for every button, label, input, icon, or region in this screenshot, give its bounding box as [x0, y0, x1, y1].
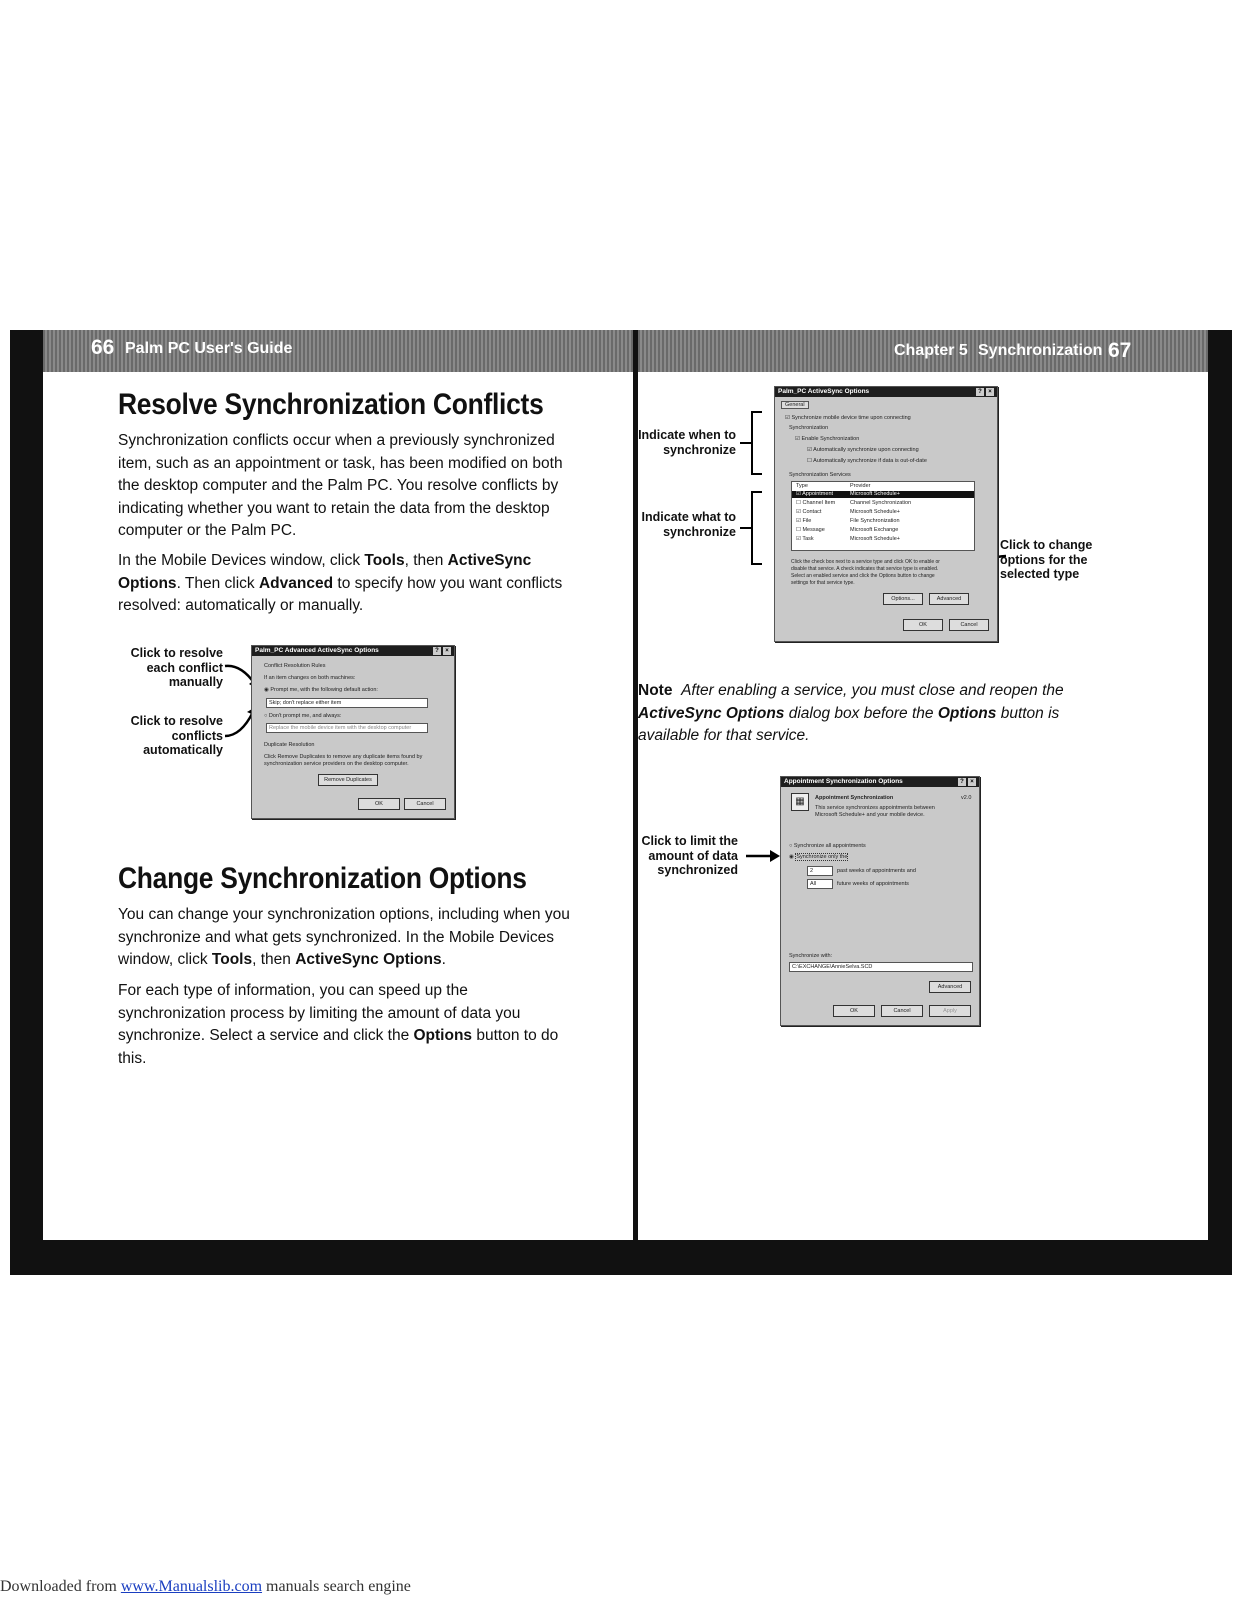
radio-dont-prompt[interactable]: ○ Don't prompt me, and always: — [264, 713, 342, 719]
dialog-titlebar — [781, 777, 979, 787]
service-type: Message — [802, 527, 825, 533]
activesync-options-dialog — [774, 386, 998, 642]
service-row-appointment[interactable]: ☑ Appointment — [796, 491, 834, 497]
dialog-title: Palm_PC ActiveSync Options — [778, 388, 870, 395]
check-label: Automatically synchronize upon connecting — [813, 447, 919, 453]
check-label: Enable Synchronization — [801, 436, 860, 442]
left-page — [43, 330, 633, 1240]
past-weeks-label: past weeks of appointments and — [837, 868, 916, 874]
close-button[interactable]: × — [443, 647, 451, 655]
dialog-titlebar — [252, 646, 454, 656]
service-row-contact[interactable]: ☑ Contact — [796, 509, 822, 515]
bold-run: Tools — [364, 552, 405, 569]
close-button[interactable]: × — [986, 388, 994, 396]
advanced-activesync-dialog — [251, 645, 455, 819]
text-run: For each type of information, you can speed up the synchronization process by limiting the amount of data you synchronize. Select a service and click the — [118, 982, 521, 1044]
radio-sync-only[interactable]: ◉ Synchronize only the — [789, 854, 848, 860]
default-action-select[interactable]: Skip; don't replace either item — [266, 698, 428, 708]
check-enable-sync[interactable]: ☑ Enable Synchronization — [795, 436, 860, 442]
dialog-titlebar — [775, 387, 997, 397]
bold-run: ActiveSync Options — [295, 951, 442, 968]
text-run: . Then click — [176, 574, 259, 592]
note-paragraph — [638, 680, 1104, 748]
text-run: In the Mobile Devices window, click — [118, 552, 365, 569]
service-row-message[interactable]: ☐ Message — [796, 527, 825, 533]
bold-run: ActiveSync Options — [638, 704, 785, 722]
check-sync-time[interactable]: ☑ Synchronize mobile device time upon connecting — [785, 415, 911, 421]
radio-label: Prompt me, with the following default action: — [270, 687, 378, 693]
bold-run: Options — [937, 704, 997, 722]
text-run: to specify how you want conflicts resolved: automatically or manually. — [118, 574, 563, 614]
appointment-sync-dialog — [780, 776, 980, 1026]
manualslib-link[interactable]: www.Manualslib.com — [120, 1578, 263, 1595]
dialog-title: Palm_PC Advanced ActiveSync Options — [255, 647, 379, 654]
always-action-select[interactable]: Replace the mobile device item with the desktop computer — [266, 723, 428, 733]
text-run: After enabling a service, you must close and reopen the — [681, 682, 1064, 699]
bold-run: ActiveSync Options — [118, 552, 532, 592]
right-running-title: Synchronization — [978, 342, 1103, 359]
ok-button[interactable]: OK — [358, 798, 400, 810]
callout-resolve-automatically: Click to resolve conflicts automatically — [130, 714, 223, 757]
text-run: You can change your synchronization options, including when you synchronize and what gets synchronized. In the Mobile Devices window, click — [118, 906, 570, 968]
right-running-header — [638, 330, 1208, 372]
future-weeks-label: future weeks of appointments — [837, 881, 909, 887]
check-label: Automatically synchronize if data is out-of-date — [813, 458, 927, 464]
radio-sync-all[interactable]: ○ Synchronize all appointments — [789, 843, 866, 849]
services-list[interactable] — [791, 481, 975, 551]
calendar-icon: ▦ — [791, 793, 809, 811]
footer-suffix: manuals search engine — [262, 1578, 411, 1595]
ok-button[interactable]: OK — [903, 619, 943, 631]
dialog-title: Appointment Synchronization Options — [784, 778, 903, 785]
service-provider: Microsoft Schedule+ — [850, 509, 900, 515]
col-provider-header: Provider — [850, 483, 871, 489]
service-row-task[interactable]: ☑ Task — [796, 536, 814, 542]
sync-with-path[interactable]: C:\EXCHANGE\AnnieSelva.SCD — [789, 962, 973, 972]
cancel-button[interactable]: Cancel — [881, 1005, 923, 1017]
apply-button[interactable]: Apply — [929, 1005, 971, 1017]
advanced-button[interactable]: Advanced — [929, 981, 971, 993]
description-line-2: Microsoft Schedule+ and your mobile device. — [815, 812, 925, 818]
service-type: Task — [802, 536, 814, 542]
help-text-2: disable that service. A check indicates that service type is enabled. — [791, 566, 939, 572]
resolve-paragraph-2 — [118, 550, 576, 618]
text-run: , then — [404, 552, 448, 569]
tab-general[interactable]: General — [781, 401, 809, 409]
service-row-file[interactable]: ☑ File — [796, 518, 812, 524]
resolve-paragraph-1: Synchronization conflicts occur when a previously synchronized item, such as an appointment or task, has been modified on both the desktop computer and the Palm PC. You resolve conflicts by indicating whether you want to retain the data from the desktop computer or the Palm PC. — [118, 432, 563, 539]
text-run: button is available for that service. — [638, 704, 1060, 744]
chapter-label: Chapter 5 — [894, 342, 968, 359]
version-label: v2.0 — [961, 795, 972, 801]
help-button[interactable]: ? — [958, 778, 966, 786]
service-provider: File Synchronization — [850, 518, 900, 524]
options-button[interactable]: Options... — [883, 593, 923, 605]
left-running-header — [43, 330, 633, 372]
check-label: Synchronize mobile device time upon connecting — [791, 415, 911, 421]
figure2-brackets — [738, 408, 768, 568]
left-page-number: 66 — [91, 336, 115, 359]
service-provider: Microsoft Schedule+ — [850, 491, 900, 497]
right-page — [638, 330, 1208, 1240]
callout-indicate-when: Indicate when to synchronize — [638, 428, 736, 457]
remove-duplicates-button[interactable]: Remove Duplicates — [318, 774, 378, 786]
sync-with-label: Synchronize with: — [789, 953, 833, 959]
left-running-title: Palm PC User's Guide — [125, 340, 293, 357]
section-heading-change: Change Synchronization Options — [118, 862, 527, 895]
note-label: Note — [638, 682, 673, 699]
download-footer — [0, 1578, 411, 1596]
duplicate-text-1: Click Remove Duplicates to remove any duplicate items found by — [264, 754, 423, 760]
radio-label: Synchronize all appointments — [793, 843, 866, 849]
bold-run: Advanced — [258, 574, 334, 592]
callout-change-options: Click to change options for the selected type — [1000, 538, 1093, 581]
footer-prefix: Downloaded from — [0, 1578, 121, 1595]
check-auto-outofdate[interactable]: ☐ Automatically synchronize if data is out-of-date — [807, 458, 927, 464]
cancel-button[interactable]: Cancel — [404, 798, 446, 810]
duplicate-text-2: synchronization service providers on the desktop computer. — [264, 761, 409, 767]
ok-button[interactable]: OK — [833, 1005, 875, 1017]
future-weeks-select[interactable]: All — [807, 879, 833, 889]
text-run: button to do this. — [118, 1027, 559, 1067]
change-paragraph-2 — [118, 980, 576, 1070]
callout-resolve-manually: Click to resolve each conflict manually — [130, 646, 223, 689]
service-type: Appointment — [802, 491, 834, 497]
conflict-rules-text: If an item changes on both machines: — [264, 675, 356, 681]
section-heading-resolve: Resolve Synchronization Conflicts — [118, 388, 544, 421]
description-line-1: This service synchronizes appointments between — [815, 805, 935, 811]
service-type: Channel Item — [802, 500, 836, 506]
col-type-header: Type — [796, 483, 808, 489]
bold-run: Tools — [211, 951, 253, 968]
change-paragraph-1 — [118, 904, 576, 972]
text-run: , then — [252, 951, 296, 968]
duplicate-group-label: Duplicate Resolution — [264, 742, 315, 748]
help-text-3: Select an enabled service and click the Options button to change — [791, 573, 935, 579]
bold-run: Options — [413, 1027, 473, 1044]
service-provider: Channel Synchronization — [850, 500, 912, 506]
service-row-channel[interactable]: ☐ Channel Item — [796, 500, 836, 506]
text-run: . — [441, 951, 446, 968]
service-provider: Microsoft Schedule+ — [850, 536, 900, 542]
sync-group-label: Synchronization — [789, 425, 829, 431]
radio-prompt-me[interactable]: ◉ Prompt me, with the following default action: — [264, 687, 378, 693]
close-button[interactable]: × — [968, 778, 976, 786]
figure3-arrow — [744, 846, 784, 866]
appointment-sync-heading: Appointment Synchronization — [815, 795, 894, 801]
text-run: dialog box before the — [784, 704, 938, 722]
radio-label: Synchronize only the — [796, 854, 848, 860]
past-weeks-select[interactable]: 2 — [807, 866, 833, 876]
help-button[interactable]: ? — [433, 647, 441, 655]
services-label: Synchronization Services — [789, 472, 851, 478]
radio-label: Don't prompt me, and always: — [268, 713, 342, 719]
callout-limit-data: Click to limit the amount of data synchronized — [641, 834, 738, 877]
conflict-rules-group-label: Conflict Resolution Rules — [264, 663, 326, 669]
check-auto-connect[interactable]: ☑ Automatically synchronize upon connecting — [807, 447, 919, 453]
advanced-button[interactable]: Advanced — [929, 593, 969, 605]
help-text-4: settings for that service type. — [791, 580, 855, 586]
callout-indicate-what: Indicate what to synchronize — [641, 510, 736, 539]
cancel-button[interactable]: Cancel — [949, 619, 989, 631]
service-provider: Microsoft Exchange — [850, 527, 899, 533]
service-type: Contact — [802, 509, 822, 515]
book-spread — [10, 330, 1232, 1275]
service-type: File — [802, 518, 812, 524]
help-text-1: Click the check box next to a service type and click OK to enable or — [791, 559, 940, 565]
right-page-number: 67 — [1108, 339, 1132, 362]
help-button[interactable]: ? — [976, 388, 984, 396]
